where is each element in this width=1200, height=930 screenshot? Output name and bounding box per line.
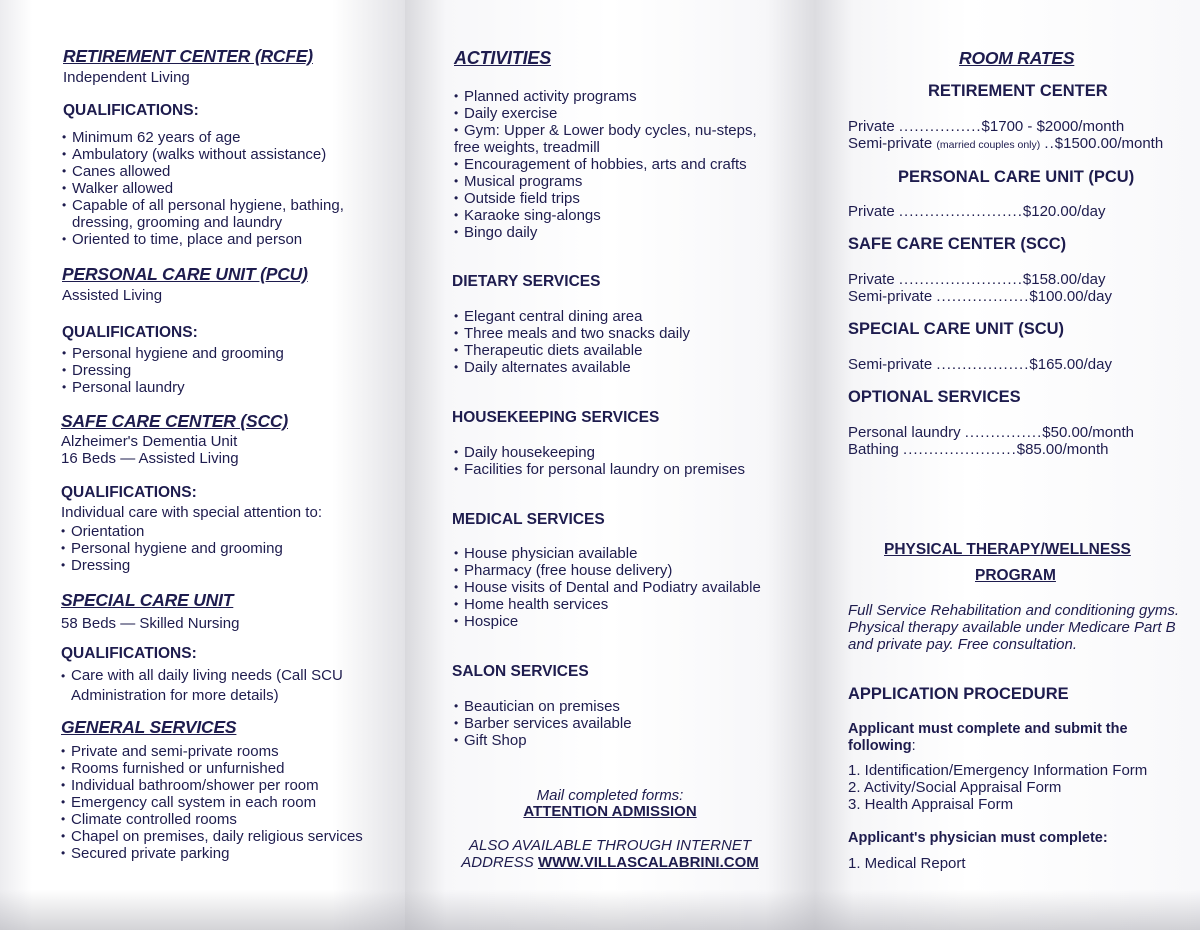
dietary-services-title: DIETARY SERVICES bbox=[452, 273, 601, 290]
activities-title: ACTIVITIES bbox=[454, 48, 552, 68]
list-item: • Care with all daily living needs (Call SCU Administration for more details) bbox=[61, 666, 343, 706]
general-services-title: GENERAL SERVICES bbox=[61, 717, 237, 737]
list-item: • Dressing bbox=[61, 557, 283, 574]
scc-qualifications-list bbox=[61, 523, 283, 574]
scu-subtitle: 58 Beds — Skilled Nursing bbox=[61, 615, 240, 632]
rcfe-subtitle: Independent Living bbox=[63, 69, 190, 86]
rate-row: Private ........................$120.00/day bbox=[848, 203, 1106, 220]
rate-row: Private ................$1700 - $2000/month bbox=[848, 118, 1125, 135]
list-item: • Bingo daily bbox=[454, 224, 757, 241]
list-item: • Minimum 62 years of age bbox=[62, 129, 344, 146]
rates-scc-heading: SAFE CARE CENTER (SCC) bbox=[848, 235, 1067, 253]
left-panel bbox=[0, 0, 405, 930]
list-item: • Hospice bbox=[454, 613, 761, 630]
scc-line1: Alzheimer's Dementia Unit bbox=[61, 433, 238, 450]
physician-form-1: 1. Medical Report bbox=[848, 855, 966, 872]
list-item: • Pharmacy (free house delivery) bbox=[454, 562, 761, 579]
application-form-2: 2. Activity/Social Appraisal Form bbox=[848, 779, 1062, 796]
list-item: • Chapel on premises, daily religious services bbox=[61, 828, 363, 845]
pt-title-line1: PHYSICAL THERAPY/WELLNESS bbox=[884, 541, 1131, 558]
list-item: • Climate controlled rooms bbox=[61, 811, 363, 828]
housekeeping-services-list bbox=[454, 444, 745, 478]
list-item: • Personal laundry bbox=[62, 379, 284, 396]
list-item: • Beautician on premises bbox=[454, 698, 632, 715]
pt-desc-line3: and private pay. Free consultation. bbox=[848, 636, 1078, 653]
list-item: • Barber services available bbox=[454, 715, 632, 732]
list-item: • Planned activity programs bbox=[454, 88, 757, 105]
list-item: • Oriented to time, place and person bbox=[62, 231, 344, 248]
rates-retirement-heading: RETIREMENT CENTER bbox=[928, 82, 1108, 100]
pt-desc-line2: Physical therapy available under Medicare Part B bbox=[848, 619, 1176, 636]
list-item: • Daily alternates available bbox=[454, 359, 690, 376]
rcfe-qualifications-label: QUALIFICATIONS: bbox=[63, 102, 199, 119]
list-item: • Elegant central dining area bbox=[454, 308, 690, 325]
website-line: ADDRESS WWW.VILLASCALABRINI.COM bbox=[461, 854, 759, 871]
list-item: • Karaoke sing-alongs bbox=[454, 207, 757, 224]
scan-bottom-shadow bbox=[0, 890, 1200, 930]
list-item: • Orientation bbox=[61, 523, 283, 540]
list-item: • Facilities for personal laundry on premises bbox=[454, 461, 745, 478]
list-item: • Personal hygiene and grooming bbox=[62, 345, 284, 362]
right-panel bbox=[815, 0, 1200, 930]
salon-services-list bbox=[454, 698, 632, 749]
pt-title-line2: PROGRAM bbox=[975, 567, 1056, 584]
list-item: • Gift Shop bbox=[454, 732, 632, 749]
rcfe-title: RETIREMENT CENTER (RCFE) bbox=[63, 46, 313, 66]
list-item: • Gym: Upper & Lower body cycles, nu-steps, free weights, treadmill bbox=[454, 122, 757, 156]
application-form-3: 3. Health Appraisal Form bbox=[848, 796, 1014, 813]
room-rates-title: ROOM RATES bbox=[959, 48, 1075, 68]
salon-services-title: SALON SERVICES bbox=[452, 663, 589, 680]
pcu-subtitle: Assisted Living bbox=[62, 287, 163, 304]
website-link[interactable]: WWW.VILLASCALABRINI.COM bbox=[537, 854, 759, 871]
general-services-list bbox=[61, 743, 363, 862]
list-item: • Musical programs bbox=[454, 173, 757, 190]
rate-row: Private ........................$158.00/day bbox=[848, 271, 1106, 288]
rate-row: Semi-private (married couples only) ..$1500.00/month bbox=[848, 135, 1164, 152]
rates-scu-heading: SPECIAL CARE UNIT (SCU) bbox=[848, 320, 1065, 338]
pt-desc-line1: Full Service Rehabilitation and conditioning gyms. bbox=[848, 602, 1180, 619]
list-item: • Daily exercise bbox=[454, 105, 757, 122]
physician-heading: Applicant's physician must complete: bbox=[848, 830, 1108, 846]
attention-admission: ATTENTION ADMISSION bbox=[523, 803, 697, 820]
scc-title: SAFE CARE CENTER (SCC) bbox=[61, 411, 288, 431]
list-item: • Emergency call system in each room bbox=[61, 794, 363, 811]
medical-services-list bbox=[454, 545, 761, 630]
medical-services-title: MEDICAL SERVICES bbox=[452, 511, 605, 528]
list-item: • Therapeutic diets available bbox=[454, 342, 690, 359]
list-item: • Dressing bbox=[62, 362, 284, 379]
pcu-qualifications-list bbox=[62, 345, 284, 396]
list-item: • Rooms furnished or unfurnished bbox=[61, 760, 363, 777]
scu-title: SPECIAL CARE UNIT bbox=[61, 590, 234, 610]
list-item: • Canes allowed bbox=[62, 163, 344, 180]
rcfe-qualifications-list bbox=[62, 129, 344, 248]
middle-panel bbox=[405, 0, 815, 930]
mail-forms-note: Mail completed forms: bbox=[536, 787, 684, 804]
activities-list bbox=[454, 88, 757, 241]
rate-row: Personal laundry ...............$50.00/month bbox=[848, 424, 1135, 441]
list-item: • Walker allowed bbox=[62, 180, 344, 197]
rates-optional-heading: OPTIONAL SERVICES bbox=[848, 388, 1021, 406]
list-item: • House visits of Dental and Podiatry available bbox=[454, 579, 761, 596]
scu-qualifications-list bbox=[61, 666, 343, 706]
list-item: • Home health services bbox=[454, 596, 761, 613]
list-item: • Personal hygiene and grooming bbox=[61, 540, 283, 557]
application-heading: APPLICATION PROCEDURE bbox=[848, 685, 1069, 703]
list-item: • Ambulatory (walks without assistance) bbox=[62, 146, 344, 163]
scc-line2: 16 Beds — Assisted Living bbox=[61, 450, 239, 467]
pcu-title: PERSONAL CARE UNIT (PCU) bbox=[62, 264, 308, 284]
rates-pcu-heading: PERSONAL CARE UNIT (PCU) bbox=[898, 168, 1135, 186]
scu-qualifications-label: QUALIFICATIONS: bbox=[61, 645, 197, 662]
list-item: • Daily housekeeping bbox=[454, 444, 745, 461]
list-item: • Secured private parking bbox=[61, 845, 363, 862]
dietary-services-list bbox=[454, 308, 690, 376]
internet-note: ALSO AVAILABLE THROUGH INTERNET bbox=[468, 837, 752, 854]
list-item: • Individual bathroom/shower per room bbox=[61, 777, 363, 794]
application-form-1: 1. Identification/Emergency Information Form bbox=[848, 762, 1148, 779]
list-item: • Encouragement of hobbies, arts and crafts bbox=[454, 156, 757, 173]
applicant-instructions: Applicant must complete and submit the following: bbox=[848, 721, 1128, 754]
scc-intro: Individual care with special attention to: bbox=[61, 504, 322, 521]
list-item: • Private and semi-private rooms bbox=[61, 743, 363, 760]
list-item: • Capable of all personal hygiene, bathing, dressing, grooming and laundry bbox=[62, 197, 344, 231]
rate-row: Semi-private ..................$100.00/day bbox=[848, 288, 1112, 305]
rate-row: Bathing ......................$85.00/month bbox=[848, 441, 1109, 458]
list-item: • Three meals and two snacks daily bbox=[454, 325, 690, 342]
pcu-qualifications-label: QUALIFICATIONS: bbox=[62, 324, 198, 341]
list-item: • House physician available bbox=[454, 545, 761, 562]
scc-qualifications-label: QUALIFICATIONS: bbox=[61, 484, 197, 501]
rate-row: Semi-private ..................$165.00/day bbox=[848, 356, 1112, 373]
housekeeping-services-title: HOUSEKEEPING SERVICES bbox=[452, 409, 660, 426]
list-item: • Outside field trips bbox=[454, 190, 757, 207]
